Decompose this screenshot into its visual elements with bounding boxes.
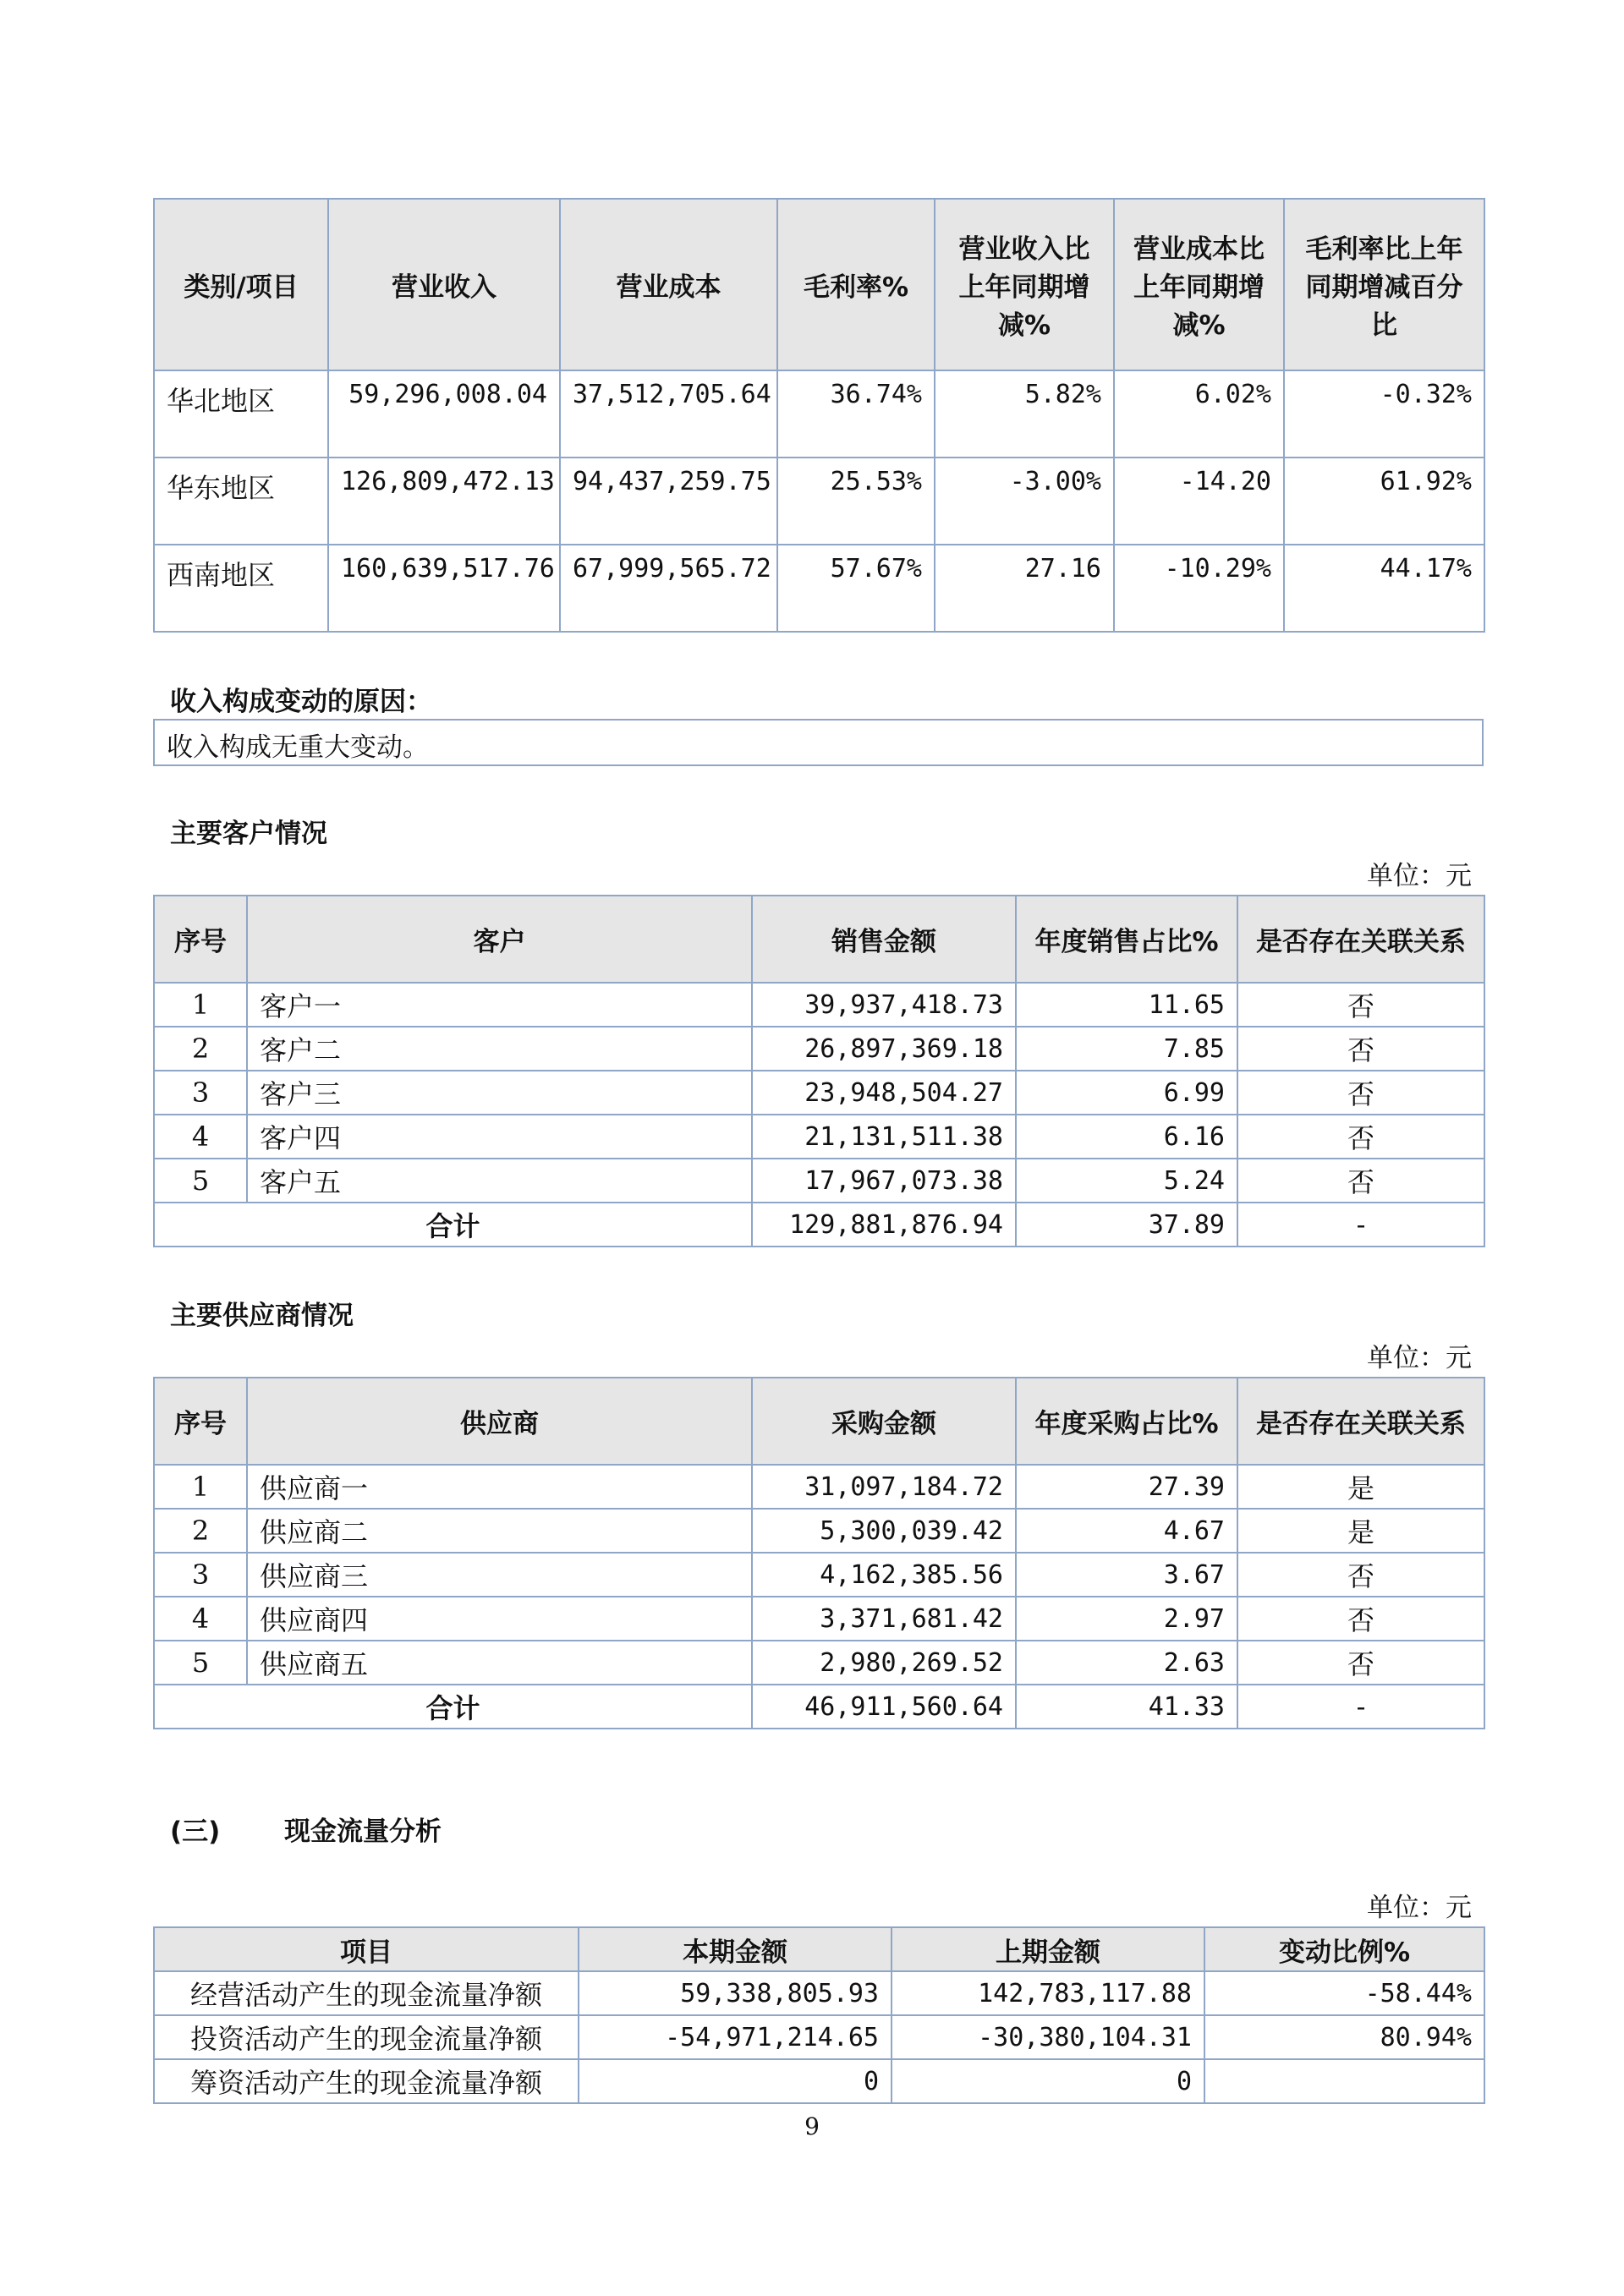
col-header: 是否存在关联关系 [1237, 1378, 1484, 1465]
cashflow-unit: 单位：元 [1367, 1893, 1472, 1923]
reason-heading: 收入构成变动的原因： [170, 687, 432, 717]
cell: 是 [1237, 1465, 1484, 1509]
table-row [154, 545, 1484, 632]
cell: 6.16 [1016, 1115, 1237, 1159]
cell: 5 [154, 1641, 247, 1685]
cell: 5 [154, 1159, 247, 1203]
col-header: 序号 [154, 1378, 247, 1465]
table-row [154, 1115, 1484, 1159]
col-header: 序号 [154, 896, 247, 983]
cell: 6.02% [1114, 370, 1284, 458]
col-header: 是否存在关联关系 [1237, 896, 1484, 983]
cell: 4 [154, 1115, 247, 1159]
cell: 筹资活动产生的现金流量净额 [154, 2059, 579, 2103]
cell: 27.39 [1016, 1465, 1237, 1509]
cell: 3 [154, 1071, 247, 1115]
suppliers-unit: 单位：元 [1367, 1343, 1472, 1373]
cell: 1 [154, 983, 247, 1027]
cell: 否 [1237, 1597, 1484, 1641]
col-header: 采购金额 [752, 1378, 1016, 1465]
cell: 5.82% [935, 370, 1114, 458]
col-header: 变动比例% [1204, 1927, 1484, 1971]
cell: 36.74% [777, 370, 935, 458]
cell: 4.67 [1016, 1509, 1237, 1553]
cell: 94,437,259.75 [560, 458, 777, 545]
table-row [154, 1027, 1484, 1071]
table-row [154, 458, 1484, 545]
table-row [154, 983, 1484, 1027]
customers-unit: 单位：元 [1367, 861, 1472, 891]
region-revenue-table [153, 198, 1485, 633]
col-header: 项目 [154, 1927, 579, 1971]
col-header: 营业收入 [328, 199, 560, 370]
col-header: 营业收入比上年同期增减% [935, 199, 1114, 370]
page-number: 9 [804, 2112, 820, 2140]
cell: 5,300,039.42 [752, 1509, 1016, 1553]
cell: 25.53% [777, 458, 935, 545]
cell: - [1237, 1203, 1484, 1247]
total-label: 合计 [154, 1685, 752, 1729]
cell: 80.94% [1204, 2015, 1484, 2059]
cell: 21,131,511.38 [752, 1115, 1016, 1159]
cell: 2.63 [1016, 1641, 1237, 1685]
cell: 67,999,565.72 [560, 545, 777, 632]
col-header: 毛利率比上年同期增减百分比 [1284, 199, 1484, 370]
cell: 2 [154, 1509, 247, 1553]
cell: 3,371,681.42 [752, 1597, 1016, 1641]
customers-table [153, 895, 1485, 1247]
cell: 投资活动产生的现金流量净额 [154, 2015, 579, 2059]
table-row [154, 2059, 1484, 2103]
cell: -10.29% [1114, 545, 1284, 632]
table-row [154, 1071, 1484, 1115]
table-row [154, 1553, 1484, 1597]
cell: 27.16 [935, 545, 1114, 632]
cell: 经营活动产生的现金流量净额 [154, 1971, 579, 2015]
cell: -58.44% [1204, 1971, 1484, 2015]
cell: 否 [1237, 983, 1484, 1027]
cell: 3.67 [1016, 1553, 1237, 1597]
cell: 客户四 [247, 1115, 752, 1159]
cell: 否 [1237, 1071, 1484, 1115]
table-row [154, 1597, 1484, 1641]
total-row [154, 1203, 1484, 1247]
cell [1204, 2059, 1484, 2103]
table-header-row [154, 1378, 1484, 1465]
cell: 供应商五 [247, 1641, 752, 1685]
cell: 2,980,269.52 [752, 1641, 1016, 1685]
cell: 1 [154, 1465, 247, 1509]
table-row [154, 2015, 1484, 2059]
cell: 客户五 [247, 1159, 752, 1203]
cell: 客户一 [247, 983, 752, 1027]
table-row [154, 370, 1484, 458]
cell: 61.92% [1284, 458, 1484, 545]
customers-heading: 主要客户情况 [170, 819, 327, 849]
cell: 129,881,876.94 [752, 1203, 1016, 1247]
cell: - [1237, 1685, 1484, 1729]
col-header: 营业成本 [560, 199, 777, 370]
cell: 37,512,705.64 [560, 370, 777, 458]
col-header: 年度销售占比% [1016, 896, 1237, 983]
cell: -54,971,214.65 [579, 2015, 892, 2059]
cell: 3 [154, 1553, 247, 1597]
cell: 142,783,117.88 [892, 1971, 1204, 2015]
cell: 17,967,073.38 [752, 1159, 1016, 1203]
cell: 否 [1237, 1641, 1484, 1685]
cashflow-table [153, 1926, 1485, 2104]
cell: -30,380,104.31 [892, 2015, 1204, 2059]
table-header-row [154, 199, 1484, 370]
table-header-row [154, 1927, 1484, 1971]
cell: 39,937,418.73 [752, 983, 1016, 1027]
cell: 26,897,369.18 [752, 1027, 1016, 1071]
col-header: 销售金额 [752, 896, 1016, 983]
cell: 6.99 [1016, 1071, 1237, 1115]
cell: 11.65 [1016, 983, 1237, 1027]
cell: 160,639,517.76 [328, 545, 560, 632]
cell: 供应商二 [247, 1509, 752, 1553]
cell: 41.33 [1016, 1685, 1237, 1729]
cell: 华东地区 [154, 458, 328, 545]
cell: 否 [1237, 1027, 1484, 1071]
cell: 59,296,008.04 [328, 370, 560, 458]
cell: -0.32% [1284, 370, 1484, 458]
suppliers-table [153, 1377, 1485, 1729]
cell: 46,911,560.64 [752, 1685, 1016, 1729]
cell: 是 [1237, 1509, 1484, 1553]
cell: 供应商四 [247, 1597, 752, 1641]
cell: -14.20 [1114, 458, 1284, 545]
col-header: 上期金额 [892, 1927, 1204, 1971]
table-row [154, 1159, 1484, 1203]
cell: 31,097,184.72 [752, 1465, 1016, 1509]
total-row [154, 1685, 1484, 1729]
col-header: 年度采购占比% [1016, 1378, 1237, 1465]
col-header: 类别/项目 [154, 199, 328, 370]
cell: 否 [1237, 1159, 1484, 1203]
col-header: 营业成本比上年同期增减% [1114, 199, 1284, 370]
col-header: 客户 [247, 896, 752, 983]
cell: 23,948,504.27 [752, 1071, 1016, 1115]
cell: 4 [154, 1597, 247, 1641]
total-label: 合计 [154, 1203, 752, 1247]
cell: 0 [892, 2059, 1204, 2103]
cell: 4,162,385.56 [752, 1553, 1016, 1597]
cell: 7.85 [1016, 1027, 1237, 1071]
cell: 57.67% [777, 545, 935, 632]
cell: 供应商一 [247, 1465, 752, 1509]
col-header: 供应商 [247, 1378, 752, 1465]
table-header-row [154, 896, 1484, 983]
cell: 否 [1237, 1553, 1484, 1597]
col-header: 毛利率% [777, 199, 935, 370]
cell: 5.24 [1016, 1159, 1237, 1203]
table-row [154, 1465, 1484, 1509]
cell: 西南地区 [154, 545, 328, 632]
cell: 59,338,805.93 [579, 1971, 892, 2015]
cell: 0 [579, 2059, 892, 2103]
cell: 37.89 [1016, 1203, 1237, 1247]
cell: 否 [1237, 1115, 1484, 1159]
table-row [154, 1641, 1484, 1685]
cell: 华北地区 [154, 370, 328, 458]
suppliers-heading: 主要供应商情况 [170, 1301, 354, 1331]
cell: 44.17% [1284, 545, 1484, 632]
cell: 126,809,472.13 [328, 458, 560, 545]
cell: -3.00% [935, 458, 1114, 545]
cashflow-section-number: (三) [170, 1817, 221, 1847]
cell: 供应商三 [247, 1553, 752, 1597]
cell: 客户二 [247, 1027, 752, 1071]
cell: 2.97 [1016, 1597, 1237, 1641]
reason-text: 收入构成无重大变动。 [153, 719, 1484, 766]
table-row [154, 1971, 1484, 2015]
cell: 2 [154, 1027, 247, 1071]
table-row [154, 1509, 1484, 1553]
col-header: 本期金额 [579, 1927, 892, 1971]
cell: 客户三 [247, 1071, 752, 1115]
cashflow-heading: 现金流量分析 [284, 1817, 442, 1847]
